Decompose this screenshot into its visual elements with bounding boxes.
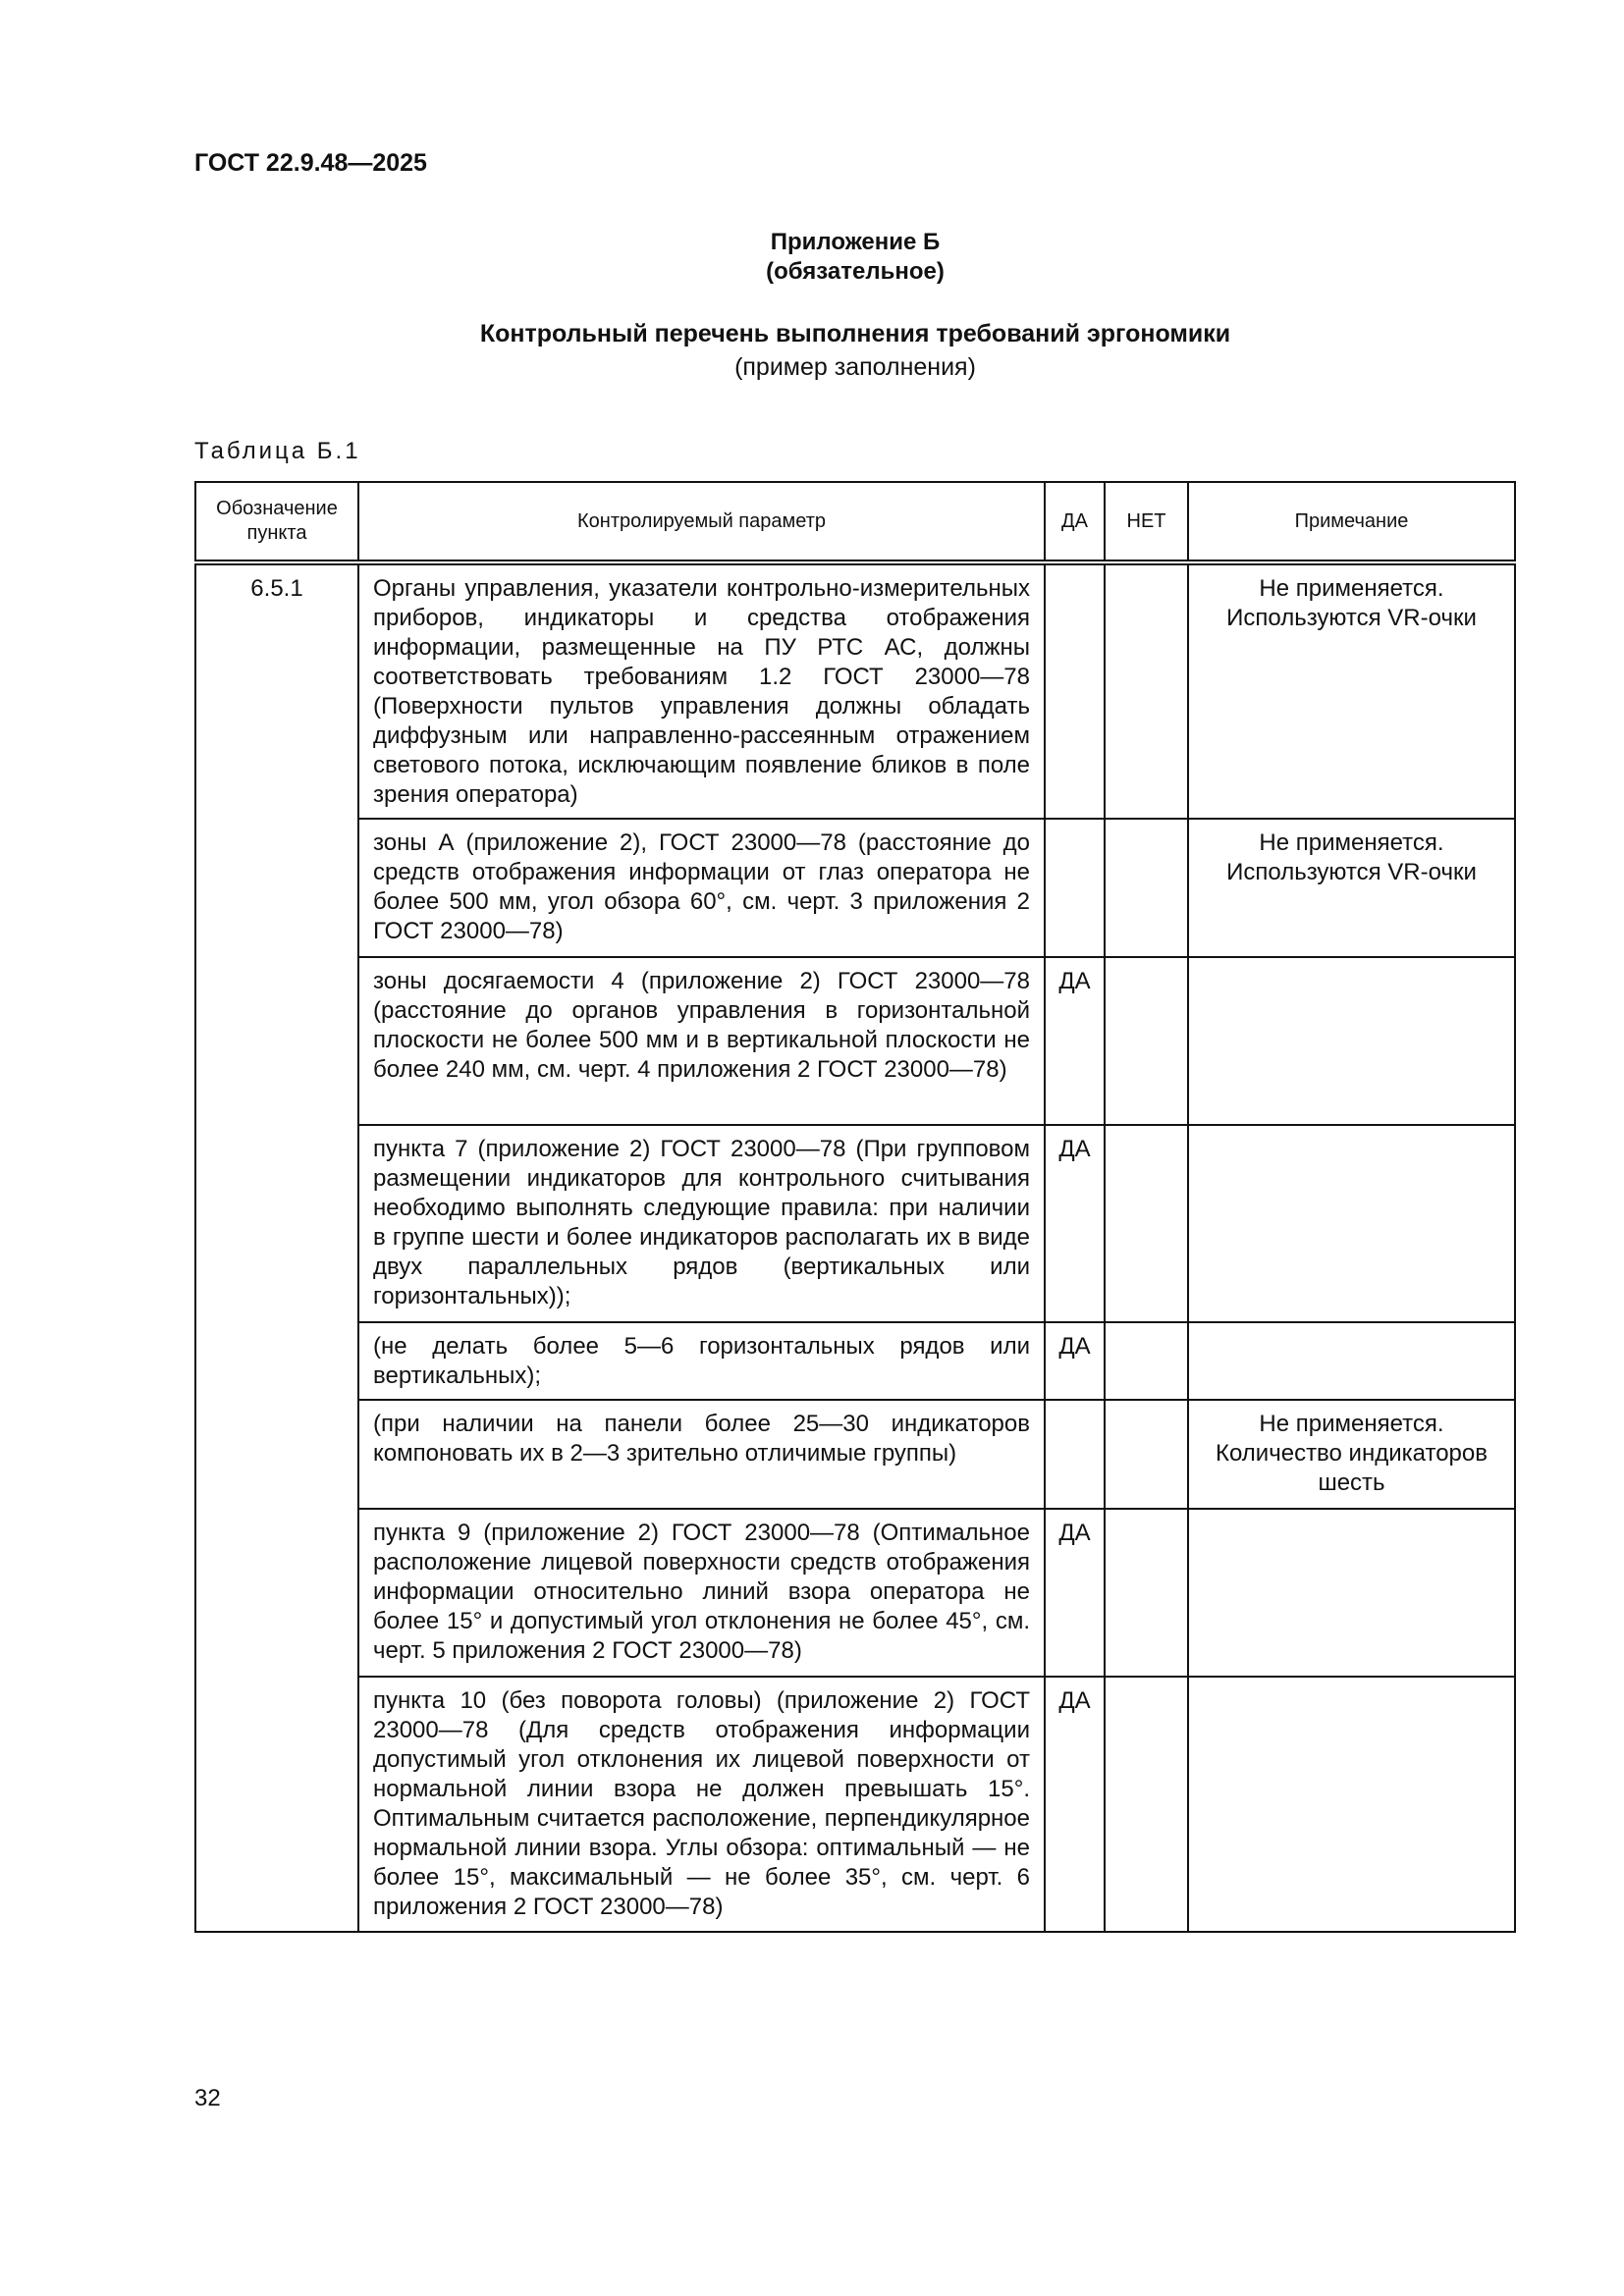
table-row [195, 957, 1515, 1125]
col-header-item: Обозначение пункта [195, 482, 358, 562]
page-number: 32 [194, 2085, 221, 2111]
page-title: Контрольный перечень выполнения требований эргономики [479, 320, 1231, 347]
appendix-status: (обязательное) [766, 258, 945, 285]
note-cell: Не применяется. Используются VR-очки [1188, 819, 1515, 957]
item-number: 6.5.1 [195, 562, 358, 1932]
yes-cell [1045, 819, 1105, 957]
table-header-row [195, 482, 1515, 562]
table-row [195, 1322, 1515, 1400]
table-row [195, 1509, 1515, 1677]
note-cell [1188, 957, 1515, 1125]
yes-cell [1045, 1400, 1105, 1509]
document-code: ГОСТ 22.9.48—2025 [194, 149, 427, 177]
appendix-heading [194, 228, 1516, 287]
table-row [195, 1677, 1515, 1932]
note-cell: Не применяется. Количество индикаторов шесть [1188, 1400, 1515, 1509]
param-cell: зоны досягаемости 4 (приложение 2) ГОСТ 23000—78 (расстояние до органов управления в горизонтальной плоскости не более 500 мм и в вертикальной плоскости не более 240 мм, см. черт. 4 приложения 2 ГОСТ 23000—78) [358, 957, 1045, 1125]
col-header-no: НЕТ [1105, 482, 1188, 562]
checklist-table [194, 481, 1516, 1933]
param-cell: пункта 10 (без поворота головы) (приложение 2) ГОСТ 23000—78 (Для средств отображения информации допустимый угол отклонения их лицевой поверхности от нормальной линии взора не должен превышать 15°. Оптимальным считается расположение, перпендикулярное нормальной линии взора. Углы обзора: оптимальный — не более 15°, максимальный — не более 35°, см. черт. 6 приложения 2 ГОСТ 23000—78) [358, 1677, 1045, 1932]
yes-cell [1045, 562, 1105, 819]
no-cell [1105, 1400, 1188, 1509]
page-subtitle: (пример заполнения) [734, 353, 976, 381]
note-cell [1188, 1125, 1515, 1322]
param-cell: (при наличии на панели более 25—30 индикаторов компоновать их в 2—3 зрительно отличимые группы) [358, 1400, 1045, 1509]
yes-cell: ДА [1045, 1125, 1105, 1322]
param-cell: пункта 9 (приложение 2) ГОСТ 23000—78 (Оптимальное расположение лицевой поверхности средств отображения информации относительно линий взора оператора не более 15° и допустимый угол отклонения не более 45°, см. черт. 5 приложения 2 ГОСТ 23000—78) [358, 1509, 1045, 1677]
no-cell [1105, 1509, 1188, 1677]
no-cell [1105, 1125, 1188, 1322]
param-cell: (не делать более 5—6 горизонтальных рядов или вертикальных); [358, 1322, 1045, 1400]
col-header-yes: ДА [1045, 482, 1105, 562]
yes-cell: ДА [1045, 1509, 1105, 1677]
appendix-label: Приложение Б [770, 229, 941, 255]
no-cell [1105, 957, 1188, 1125]
table-row [195, 1125, 1515, 1322]
param-cell: зоны А (приложение 2), ГОСТ 23000—78 (расстояние до средств отображения информации от глаз оператора не более 500 мм, угол обзора 60°, см. черт. 3 приложения 2 ГОСТ 23000—78) [358, 819, 1045, 957]
no-cell [1105, 1677, 1188, 1932]
table-row [195, 562, 1515, 819]
note-cell [1188, 1509, 1515, 1677]
note-cell: Не применяется. Используются VR-очки [1188, 562, 1515, 819]
no-cell [1105, 562, 1188, 819]
yes-cell: ДА [1045, 1322, 1105, 1400]
no-cell [1105, 1322, 1188, 1400]
col-header-note: Примечание [1188, 482, 1515, 562]
no-cell [1105, 819, 1188, 957]
table-row [195, 819, 1515, 957]
param-cell: Органы управления, указатели контрольно-измерительных приборов, индикаторы и средства отображения информации, размещенные на ПУ РТС АС, должны соответствовать требованиям 1.2 ГОСТ 23000—78 (Поверхности пультов управления должны обладать диффузным или направленно-рассеянным отражением светового потока, исключающим появление бликов в поле зрения оператора) [358, 562, 1045, 819]
note-cell [1188, 1677, 1515, 1932]
param-cell: пункта 7 (приложение 2) ГОСТ 23000—78 (При групповом размещении индикаторов для контрольного считывания необходимо выполнять следующие правила: при наличии в группе шести и более индикаторов располагать их в виде двух параллельных рядов (вертикальных или горизонтальных)); [358, 1125, 1045, 1322]
note-cell [1188, 1322, 1515, 1400]
table-row [195, 1400, 1515, 1509]
table-label: Таблица Б.1 [194, 438, 361, 464]
yes-cell: ДА [1045, 957, 1105, 1125]
col-header-param: Контролируемый параметр [358, 482, 1045, 562]
yes-cell: ДА [1045, 1677, 1105, 1932]
